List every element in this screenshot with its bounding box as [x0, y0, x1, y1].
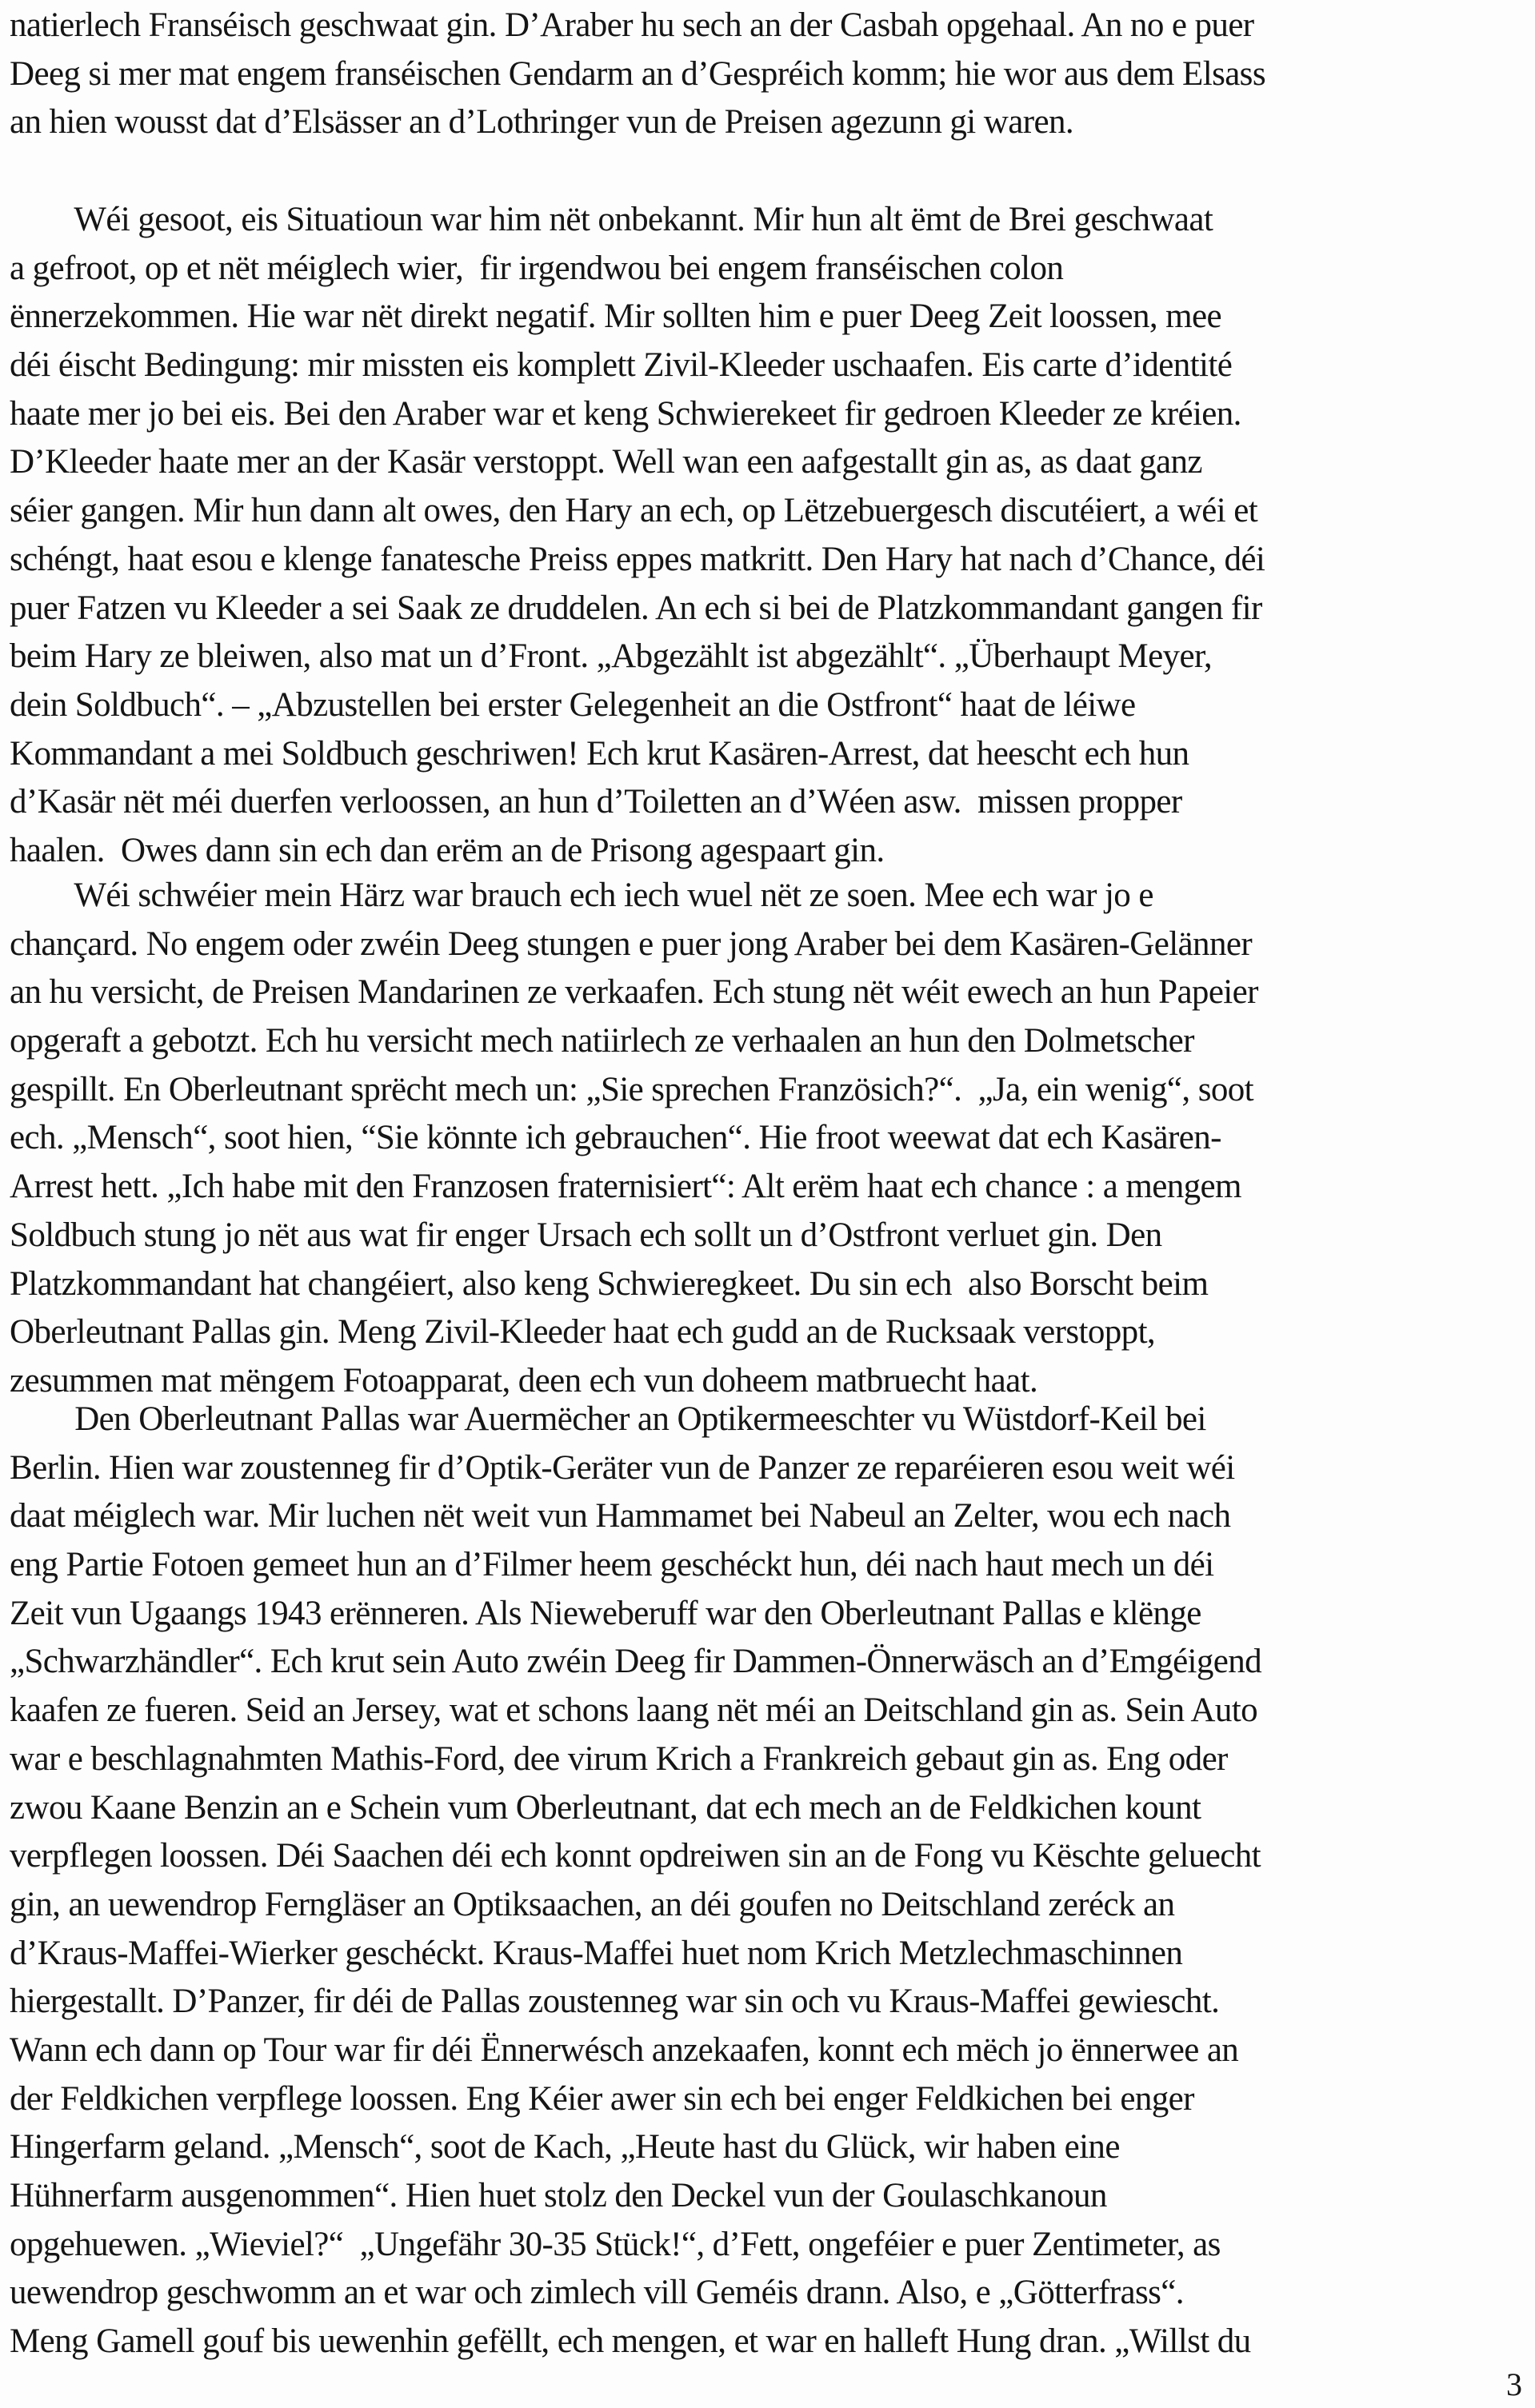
- text-line: opgehuewen. „Wieviel?“ „Ungefähr 30-35 Stück!“, d’Fett, ongeféier e puer Zentimeter, as: [10, 2225, 1221, 2263]
- text-line: Soldbuch stung jo nët aus wat fir enger Ursach ech sollt un d’Ostfront verluet gin. Den: [10, 1216, 1162, 1254]
- paragraph-3: [10, 872, 1529, 1406]
- text-line: ech. „Mensch“, soot hien, “Sie könnte ich gebrauchen“. Hie froot weewat dat ech Kasären-: [10, 1119, 1221, 1157]
- text-line: Meng Gamell gouf bis uewenhin gefëllt, ech mengen, et war en halleft Hung dran. „Willst du: [10, 2322, 1251, 2361]
- text-line: déi éischt Bedingung: mir missten eis komplett Zivil-Kleeder uschaafen. Eis carte d’identité: [10, 346, 1233, 385]
- text-line: natierlech Franséisch geschwaat gin. D’Araber hu sech an der Casbah opgehaal. An no e puer: [10, 6, 1254, 44]
- text-line: D’Kleeder haate mer an der Kasär verstoppt. Well wan een aafgestallt gin as, as daat ganz: [10, 443, 1202, 481]
- paragraph-4: [10, 1396, 1529, 2366]
- text-line: Wéi gesoot, eis Situatioun war him nët onbekannt. Mir hun alt ëmt de Brei geschwaat: [10, 201, 1213, 238]
- text-line: Wéi schwéier mein Härz war brauch ech iech wuel nët ze soen. Mee ech war jo e: [10, 877, 1153, 914]
- text-line: d’Kraus-Maffei-Wierker geschéckt. Kraus-Maffei huet nom Krich Metzlechmaschinnen: [10, 1934, 1183, 1972]
- text-line: a gefroot, op et nët méiglech wier, fir irgendwou bei engem franséischen colon: [10, 249, 1064, 287]
- text-line: Oberleutnant Pallas gin. Meng Zivil-Kleeder haat ech gudd an de Rucksaak verstoppt,: [10, 1313, 1156, 1352]
- text-line: chançard. No engem oder zwéin Deeg stungen e puer jong Araber bei dem Kasären-Gelänner: [10, 924, 1253, 963]
- text-line: d’Kasär nët méi duerfen verloossen, an hun d’Toiletten an d’Wéen asw. missen propper: [10, 783, 1182, 821]
- page-number: 3: [1506, 2366, 1522, 2402]
- text-line: Platzkommandant hat changéiert, also keng Schwieregkeet. Du sin ech also Borscht beim: [10, 1264, 1209, 1303]
- text-line: zesummen mat mëngem Fotoapparat, deen ech vun doheem matbruecht haat.: [10, 1361, 1038, 1400]
- text-line: an hien wousst dat d’Elsässer an d’Lothringer vun de Preisen agezunn gi waren.: [10, 103, 1073, 142]
- paragraph-1: [10, 2, 1529, 147]
- text-line: hiergestallt. D’Panzer, fir déi de Pallas zoustenneg war sin och vu Kraus-Maffei gewiescht.: [10, 1983, 1220, 2021]
- text-line: Arrest hett. „Ich habe mit den Franzosen fraternisiert“: Alt erëm haat ech chance : a mengem: [10, 1168, 1241, 1206]
- text-line: Zeit vun Ugaangs 1943 erënneren. Als Nieweberuff war den Oberleutnant Pallas e klënge: [10, 1594, 1201, 1632]
- text-line: Deeg si mer mat engem franséischen Gendarm an d’Gespréich komm; hie wor aus dem Elsass: [10, 54, 1265, 93]
- text-line: zwou Kaane Benzin an e Schein vum Oberleutnant, dat ech mech an de Feldkichen kount: [10, 1788, 1201, 1827]
- text-line: kaafen ze fueren. Seid an Jersey, wat et schons laang nët méi an Deitschland gin as. Sein Auto: [10, 1691, 1257, 1730]
- text-line: eng Partie Fotoen gemeet hun an d’Filmer heem geschéckt hun, déi nach haut mech un déi: [10, 1546, 1214, 1584]
- text-line: Hühnerfarm ausgenommen“. Hien huet stolz den Deckel vun der Goulaschkanoun: [10, 2177, 1107, 2214]
- text-line: puer Fatzen vu Kleeder a sei Saak ze druddelen. An ech si bei de Platzkommandant gangen fir: [10, 589, 1262, 627]
- text-line: haate mer jo bei eis. Bei den Araber war et keng Schwierekeet fir gedroen Kleeder ze kréien.: [10, 394, 1241, 433]
- text-line: ënnerzekommen. Hie war nët direkt negatif. Mir sollten him e puer Deeg Zeit loossen, mee: [10, 298, 1221, 336]
- text-line: verpflegen loossen. Déi Saachen déi ech konnt opdreiwen sin an de Fong vu Këschte geluecht: [10, 1837, 1261, 1875]
- text-line: séier gangen. Mir hun dann alt owes, den Hary an ech, op Lëtzebuergesch discutéiert, a wéi et: [10, 492, 1258, 530]
- text-line: opgeraft a gebotzt. Ech hu versicht mech natiirlech ze verhaalen an hun den Dolmetscher: [10, 1022, 1194, 1060]
- text-line: schéngt, haat esou e klenge fanatesche Preiss eppes matkritt. Den Hary hat nach d’Chance, déi: [10, 540, 1265, 578]
- text-line: haalen. Owes dann sin ech dan erëm an de Prisong agespaart gin.: [10, 831, 885, 869]
- text-line: der Feldkichen verpflege loossen. Eng Kéier awer sin ech bei enger Feldkichen bei enger: [10, 2079, 1194, 2118]
- text-line: gespillt. En Oberleutnant sprëcht mech un: „Sie sprechen Französich?“. „Ja, ein wenig“, soot: [10, 1070, 1254, 1108]
- text-line: beim Hary ze bleiwen, also mat un d’Front. „Abgezählt ist abgezählt“. „Überhaupt Meyer,: [10, 637, 1213, 676]
- paragraph-2: [10, 196, 1529, 876]
- text-line: dein Soldbuch“. – „Abzustellen bei erster Gelegenheit an die Ostfront“ haat de léiwe: [10, 685, 1136, 724]
- text-line: Kommandant a mei Soldbuch geschriwen! Ech krut Kasären-Arrest, dat heescht ech hun: [10, 734, 1189, 773]
- text-line: war e beschlagnahmten Mathis-Ford, dee virum Krich a Frankreich gebaut gin as. Eng oder: [10, 1739, 1228, 1778]
- text-line: Hingerfarm geland. „Mensch“, soot de Kach, „Heute hast du Glück, wir haben eine: [10, 2128, 1120, 2166]
- text-line: „Schwarzhändler“. Ech krut sein Auto zwéin Deeg fir Dammen-Önnerwäsch an d’Emgéigend: [10, 1643, 1262, 1681]
- text-line: uewendrop geschwomm an et war och zimlech vill Geméis drann. Also, e „Götterfrass“.: [10, 2274, 1184, 2312]
- text-line: Wann ech dann op Tour war fir déi Ënnerwésch anzekaafen, konnt ech mëch jo ënnerwee an: [10, 2031, 1239, 2069]
- text-line: an hu versicht, de Preisen Mandarinen ze verkaafen. Ech stung nët wéit ewech an hun Papeier: [10, 973, 1258, 1012]
- text-line: Berlin. Hien war zoustenneg fir d’Optik-Geräter vun de Panzer ze reparéieren esou weit wéi: [10, 1448, 1235, 1487]
- text-line: daat méiglech war. Mir luchen nët weit vun Hammamet bei Nabeul an Zelter, wou ech nach: [10, 1497, 1231, 1535]
- text-line: gin, an uewendrop Ferngläser an Optiksaachen, an déi goufen no Deitschland zeréck an: [10, 1885, 1175, 1923]
- text-line: Den Oberleutnant Pallas war Auermëcher an Optikermeeschter vu Wüstdorf-Keil bei: [10, 1400, 1206, 1438]
